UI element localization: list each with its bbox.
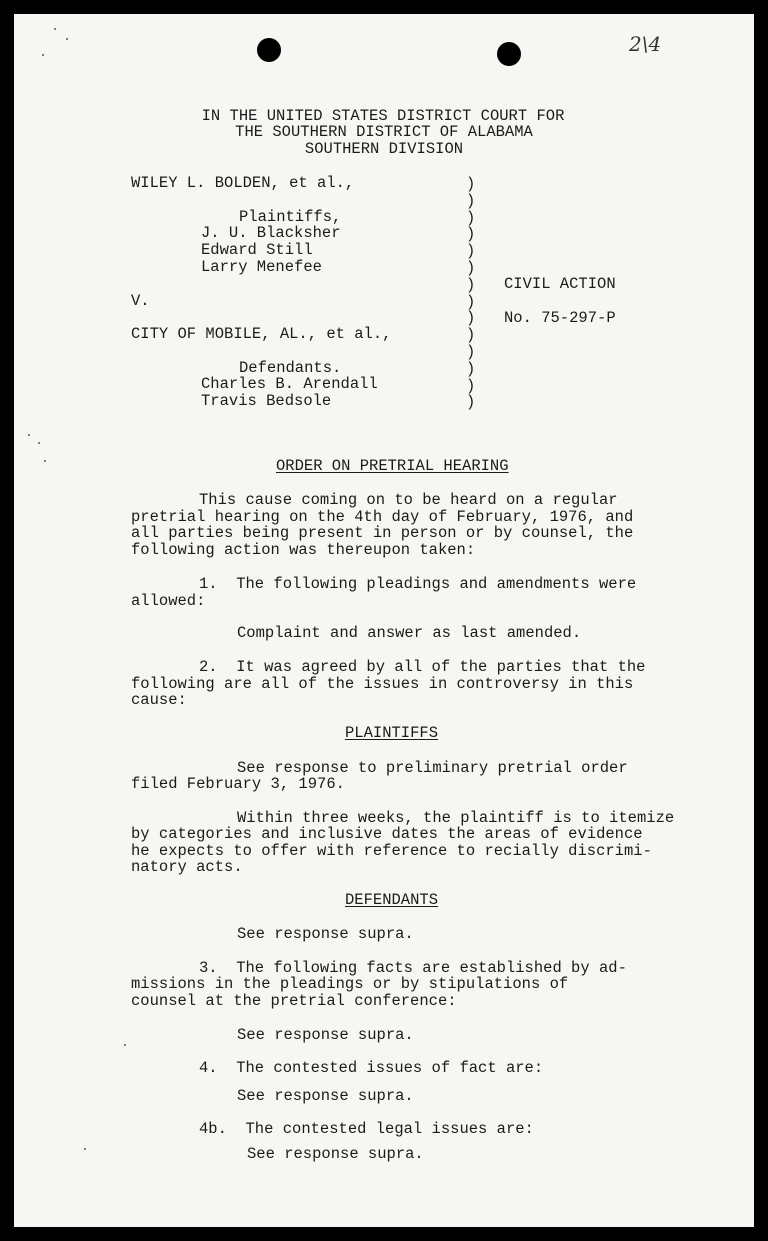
- plaintiff-counsel: J. U. Blacksher: [201, 224, 341, 242]
- paren: ): [466, 376, 476, 395]
- speck: [54, 28, 56, 30]
- paren: ): [466, 393, 476, 412]
- paren: ): [466, 359, 476, 378]
- item-4-detail: See response supra.: [237, 1087, 414, 1105]
- item-2-line: cause:: [131, 691, 187, 709]
- plaintiffs-text-2: by categories and inclusive dates the areas of evidence: [131, 825, 643, 843]
- plaintiff-counsel: Edward Still: [201, 241, 313, 259]
- intro-line: all parties being present in person or by counsel, the: [131, 524, 634, 542]
- binder-hole-right: [497, 42, 521, 66]
- item-4b-line: 4b. The contested legal issues are:: [199, 1120, 534, 1138]
- item-2-line: 2. It was agreed by all of the parties that the: [199, 658, 646, 676]
- handwritten-page-mark: 2\4: [629, 32, 662, 56]
- speck: [28, 434, 30, 436]
- civil-action-label: CIVIL ACTION: [504, 275, 616, 293]
- plaintiffs-text-1: filed February 3, 1976.: [131, 775, 345, 793]
- speck: [42, 54, 44, 56]
- plaintiffs-text-2: Within three weeks, the plaintiff is to itemize: [237, 809, 675, 827]
- defendants-heading: DEFENDANTS: [345, 891, 439, 909]
- case-number: No. 75-297-P: [504, 309, 616, 327]
- item-4-line: 4. The contested issues of fact are:: [199, 1059, 544, 1077]
- item-1-line: 1. The following pleadings and amendments were: [199, 575, 637, 593]
- defendant-role: Defendants.: [239, 359, 342, 377]
- paren: ): [466, 191, 476, 210]
- defendants-text: See response supra.: [237, 925, 414, 943]
- paren: ): [466, 258, 476, 277]
- plaintiff-role: Plaintiffs,: [239, 208, 342, 226]
- paren: ): [466, 309, 476, 328]
- item-1-detail: Complaint and answer as last amended.: [237, 624, 582, 642]
- paren: ): [466, 208, 476, 227]
- plaintiff-name: WILEY L. BOLDEN, et al.,: [131, 174, 355, 192]
- item-3-line: missions in the pleadings or by stipulations of: [131, 975, 569, 993]
- paren: ): [466, 292, 476, 311]
- intro-line: This cause coming on to be heard on a regular: [199, 491, 618, 509]
- item-2-line: following are all of the issues in controversy in this: [131, 675, 634, 693]
- paren: ): [466, 342, 476, 361]
- speck: [84, 1148, 86, 1150]
- order-title: ORDER ON PRETRIAL HEARING: [276, 457, 509, 475]
- item-4b-detail: See response supra.: [247, 1145, 424, 1163]
- item-3-detail: See response supra.: [237, 1026, 414, 1044]
- caption-parentheses: [466, 176, 480, 411]
- plaintiff-counsel: Larry Menefee: [201, 258, 322, 276]
- versus: V.: [131, 292, 150, 310]
- court-header-line-1: IN THE UNITED STATES DISTRICT COURT FOR: [201, 107, 565, 125]
- paren: ): [466, 275, 476, 294]
- speck: [44, 460, 46, 462]
- speck: [38, 442, 40, 444]
- plaintiffs-heading: PLAINTIFFS: [345, 724, 439, 742]
- speck: [66, 38, 68, 40]
- intro-line: following action was thereupon taken:: [131, 541, 476, 559]
- document-page: [14, 14, 754, 1227]
- item-3-line: 3. The following facts are established by ad-: [199, 959, 627, 977]
- plaintiffs-text-2: he expects to offer with reference to recially discrimi-: [131, 842, 652, 860]
- paren: ): [466, 175, 476, 193]
- court-header-line-3: SOUTHERN DIVISION: [304, 140, 464, 158]
- item-3-line: counsel at the pretrial conference:: [131, 992, 457, 1010]
- paren: ): [466, 242, 476, 261]
- binder-hole-left: [257, 38, 281, 62]
- plaintiffs-text-2: natory acts.: [131, 858, 243, 876]
- defendant-counsel: Charles B. Arendall: [201, 375, 378, 393]
- paren: ): [466, 225, 476, 244]
- plaintiffs-text-1: See response to preliminary pretrial order: [237, 759, 628, 777]
- defendant-name: CITY OF MOBILE, AL., et al.,: [131, 325, 392, 343]
- intro-line: pretrial hearing on the 4th day of February, 1976, and: [131, 508, 634, 526]
- paren: ): [466, 326, 476, 345]
- court-header-line-2: THE SOUTHERN DISTRICT OF ALABAMA: [235, 123, 533, 141]
- defendant-counsel: Travis Bedsole: [201, 392, 332, 410]
- item-1-line: allowed:: [131, 592, 206, 610]
- speck: [124, 1044, 126, 1046]
